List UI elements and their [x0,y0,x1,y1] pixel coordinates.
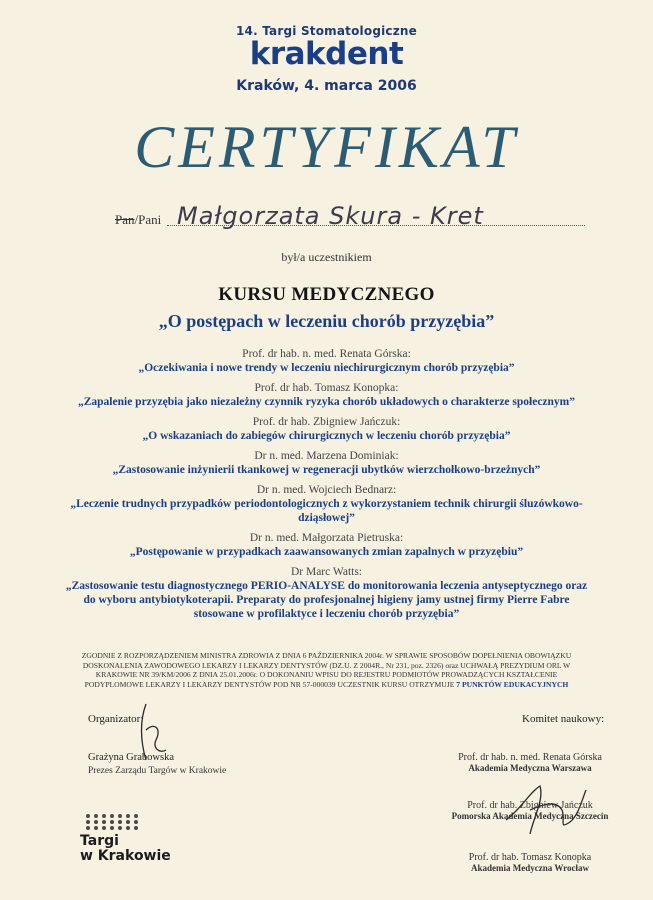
logo-text [80,834,190,864]
lecture-item [60,381,593,409]
targi-logo [80,814,190,864]
lecturer-name: Prof. dr hab. n. med. Renata Górska: [242,348,411,360]
lecture-topic: „Oczekiwania i nowe trendy w leczeniu niechirurgicznym chorób przyzębia” [138,362,515,374]
lecturer-name: Dr Marc Watts: [290,566,363,578]
lecturer-name: Prof. dr hab. Tomasz Konopka: [254,382,399,394]
committee-member-affiliation: Akademia Medyczna Warszawa [468,763,592,773]
lecturer-name: Dr n. med. Małgorzata Pietruska: [249,532,404,544]
lecture-topic: „Postępowanie w przypadkach zaawansowanych zmian zapalnych w przyzębiu” [129,546,524,558]
salutation-pani: /Pani [134,212,162,227]
lecturer-name: Dr n. med. Marzena Dominiak: [254,450,399,462]
committee-member [440,752,620,773]
committee-member-affiliation: Pomorska Akademia Medyczna Szczecin [451,811,609,821]
organizer-role: Prezes Zarządu Targów w Krakowie [88,766,227,776]
committee-member-name: Prof. dr hab. Tomasz Konopka [468,852,592,863]
lecture-topic: „Zastosowanie testu diagnostycznego PERIO-ANALYSE do monitorowania leczenia antyseptycznego oraz do wyboru antybiotykoterapii. Preparaty do profesjonalnej higieny jamy ustnej firmy Pierre Fabre stosowane w profilaktyce i leczeniu chorób przyzębia” [65,580,588,620]
lecture-item [60,483,593,525]
education-points: 7 PUNKTÓW EDUKACYJNYCH [456,679,569,689]
event-date: Kraków, 4. marca 2006 [236,78,417,94]
organizer-label: Organizator: [88,713,144,725]
lecture-topic: „O wskazaniach do zabiegów chirurgicznych w leczeniu chorób przyzębia” [142,430,511,442]
logo-dots-icon [86,814,190,830]
organizer-name: Grażyna Grabowska [88,752,175,763]
lecture-item [60,347,593,375]
legal-notice [80,651,573,689]
committee-member-name: Prof. dr hab. n. med. Renata Górska [458,752,602,763]
committee-member-affiliation: Akademia Medyczna Wrocław [471,863,589,873]
committee-member [440,800,620,821]
participant-text: był/a uczestnikiem [281,250,372,264]
lecture-item [60,449,593,477]
lecture-item [60,565,593,621]
lecture-topic: „Zapalenie przyzębia jako niezależny czynnik ryzyka chorób układowych o charakterze społecznym” [77,396,576,408]
salutation-struck: Pan [115,212,135,227]
lecture-list [60,347,593,627]
course-topic: „O postępach w leczeniu chorób przyzębia” [158,311,495,331]
brand-logo-text: krakdent [249,36,404,72]
lecture-item [60,531,593,559]
certificate-title: CERTYFIKAT [134,114,519,180]
lecturer-name: Prof. dr hab. Zbigniew Jańczuk: [252,416,401,428]
committee-member-name: Prof. dr hab. Zbigniew Jańczuk [467,800,593,811]
logo-line2: w Krakowie [80,848,171,864]
recipient-row [115,200,585,230]
lecture-topic: „Leczenie trudnych przypadków periodontologicznych z wykorzystaniem technik chirurgii śluzówkowo-dziąsłowej” [70,498,583,524]
committee-member [440,852,620,873]
salutation [115,212,161,228]
logo-line1: Targi [80,833,119,849]
course-name: KURSU MEDYCZNEGO [218,284,435,305]
lecturer-name: Dr n. med. Wojciech Bednarz: [256,484,397,496]
recipient-name-handwritten: Małgorzata Skura - Kret [177,202,484,230]
lecture-item [60,415,593,443]
legal-text: ZGODNIE Z ROZPORZĄDZENIEM MINISTRA ZDROWIA Z DNIA 6 PAŹDZIERNIKA 2004r. W SPRAWIE SPOSOBÓW DOPEŁNIENIA OBOWIĄZKU DOSKONALENIA ZAWODOWEGO LEKARZY I LEKARZY DENTYSTÓW (DZ.U. Z 2004R., Nr 231, poz. 2326) oraz UCHWAŁĄ PREZYDIUM ORL W KRAKOWIE NR 39/KM/2006 Z DNIA 25.01.2006r. O DOKONANIU WPISU DO REJESTRU PODMIOTÓW PROWADZĄCYCH KSZTAŁCENIE PODYPLOMOWE LEKARZY I LEKARZY DENTYSTÓW POD NR 57-000039 UCZESTNIK KURSU OTRZYMUJE [81,651,572,689]
event-subtitle: 14. Targi Stomatologiczne [235,24,417,38]
committee-label: Komitet naukowy: [522,713,605,725]
lecture-topic: „Zastosowanie inżynierii tkankowej w regeneracji ubytków wierzchołkowo-brzeżnych” [112,464,541,476]
